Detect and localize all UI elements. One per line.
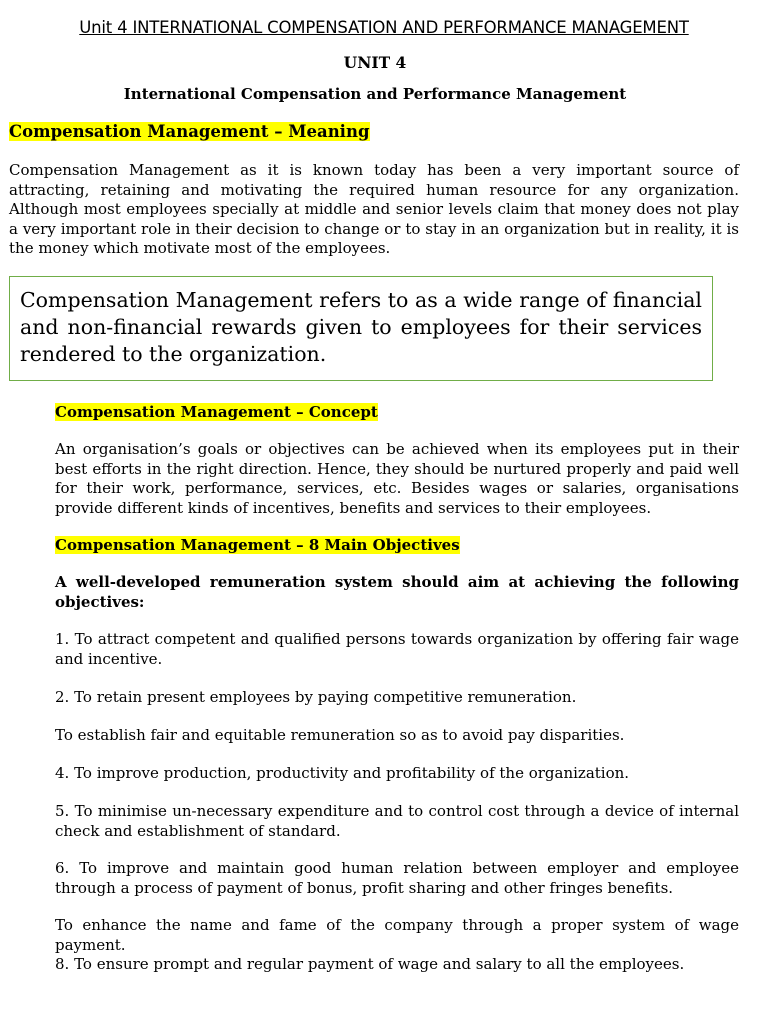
objective-item: 2. To retain present employees by paying competitive remuneration. [55,688,577,706]
objectives-heading [55,536,460,554]
concept-heading [55,403,378,421]
concept-paragraph: An organisation’s goals or objectives can be achieved when its employees put in their best efforts in the right direction. Hence, they should be nurtured properly and paid well for their work, performance, services, etc. Besides wages or salaries, organisations provide different kinds of incentives, benefits and services to their employees. [55,440,739,517]
objective-item: 4. To improve production, productivity and profitability of the organization. [55,764,630,782]
meaning-heading-text: Compensation Management – Meaning [9,122,370,141]
objective-item: 1. To attract competent and qualified persons towards organization by offering fair wage and incentive. [55,630,739,668]
objective-item: 8. To ensure prompt and regular payment of wage and salary to all the employees. [55,955,685,973]
objectives-heading-text: Compensation Management – 8 Main Objectives [55,536,460,554]
unit-subtitle: International Compensation and Performance Management [123,85,627,103]
objective-item: 6. To improve and maintain good human relation between employer and employee through a process of payment of bonus, profit sharing and other fringes benefits. [55,859,739,897]
concept-heading-text: Compensation Management – Concept [55,403,378,421]
unit-title: UNIT 4 [343,53,407,72]
document-header: Unit 4 INTERNATIONAL COMPENSATION AND PERFORMANCE MANAGEMENT [79,18,689,37]
definition-text: Compensation Management refers to as a wide range of financial and non-financial rewards given to employees for their services rendered to the organization. [20,288,702,366]
objective-item: 5. To minimise un-necessary expenditure and to control cost through a device of internal check and establishment of standard. [55,802,739,840]
meaning-paragraph: Compensation Management as it is known today has been a very important source of attracting, retaining and motivating the required human resource for any organization. Although most employees specially at middle and senior levels claim that money does not play a very important role in their decision to change or to stay in an organization but in reality, it is the money which motivate most of the employees. [9,161,739,257]
objective-item: To enhance the name and fame of the company through a proper system of wage payment. [55,916,739,954]
meaning-heading [9,122,370,141]
objective-item: To establish fair and equitable remuneration so as to avoid pay disparities. [55,726,625,744]
objectives-intro: A well-developed remuneration system should aim at achieving the following objectives: [55,573,739,611]
definition-box [9,276,713,381]
